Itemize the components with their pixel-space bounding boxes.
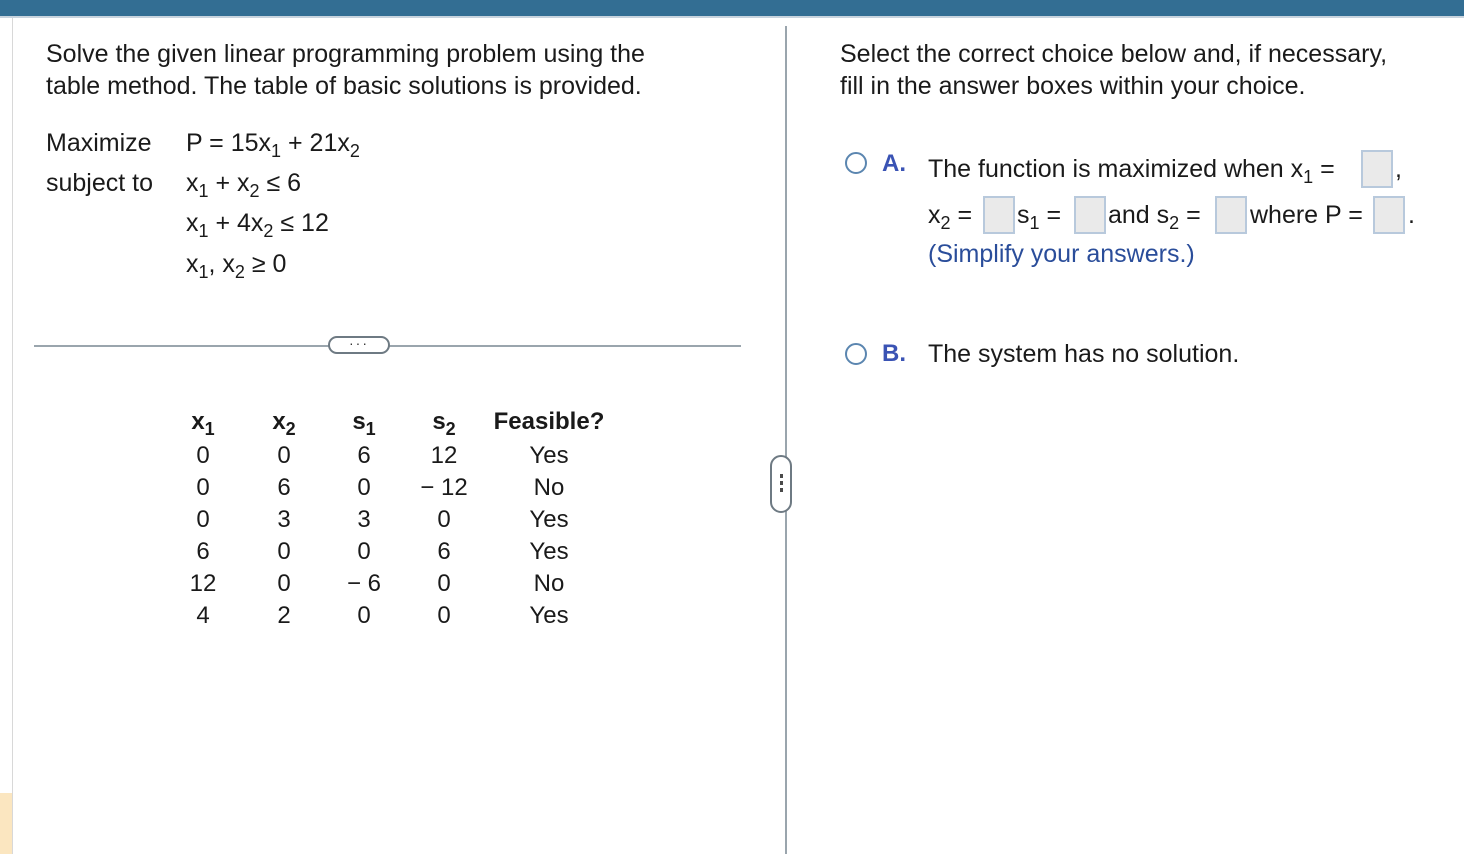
p-answer-box[interactable] — [1373, 196, 1405, 234]
table-cell: 6 — [277, 474, 291, 501]
pane-divider[interactable] — [785, 26, 787, 854]
table-cell: 0 — [196, 506, 210, 533]
table-header-x2: $x_2$ — [272, 408, 296, 439]
table-cell: 6 — [357, 442, 371, 469]
table-header-x1: $x_1$ — [191, 408, 215, 439]
table-cell: 0 — [277, 442, 291, 469]
choice-a-radio[interactable] — [845, 152, 867, 174]
table-cell: 12 — [189, 570, 217, 597]
s2-answer-box[interactable] — [1215, 196, 1247, 234]
x2-answer-box[interactable] — [983, 196, 1015, 234]
period-separator: . — [1408, 201, 1415, 229]
objective-function: $P = 15x_1 + 21x_2$ — [186, 129, 360, 161]
constraint-1: $x_1 + x_2 \le 6$ — [186, 169, 302, 201]
choice-a-letter: A. — [882, 150, 906, 177]
table-cell: 0 — [357, 602, 371, 629]
table-column-feasible — [484, 404, 614, 632]
where-p-label: where P = — [1250, 201, 1363, 229]
top-bar — [0, 0, 1464, 16]
and-s2-label: and $s_2$ = — [1108, 201, 1201, 233]
left-side-tab[interactable] — [0, 793, 12, 854]
top-bar-border — [0, 16, 1464, 18]
table-cell: − 12 — [420, 474, 468, 501]
table-cell: 0 — [277, 538, 291, 565]
constraint-2: $x_1 + 4x_2 \le 12$ — [186, 209, 329, 241]
s1-label: $s_1$ = — [1017, 201, 1062, 233]
table-header-feasible: Feasible? — [493, 408, 605, 435]
table-cell: Yes — [529, 442, 569, 469]
table-cell: 0 — [437, 602, 451, 629]
x2-label: $x_2$ = — [928, 201, 973, 233]
table-cell: No — [533, 570, 565, 597]
table-cell: 3 — [277, 506, 291, 533]
table-cell: 3 — [357, 506, 371, 533]
table-cell: Yes — [529, 538, 569, 565]
table-cell: 0 — [196, 442, 210, 469]
answer-instructions-line-1: Select the correct choice below and, if necessary, — [840, 40, 1388, 68]
choice-b-letter: B. — [882, 340, 906, 367]
table-cell: No — [533, 474, 565, 501]
constraint-nonnegativity: $x_1$, $x_2 \ge 0$ — [186, 250, 287, 282]
table-column-s2 — [409, 404, 479, 632]
choice-b-text: The system has no solution. — [928, 340, 1240, 368]
table-cell: 4 — [196, 602, 210, 629]
instructions-line-2: table method. The table of basic solutions is provided. — [46, 72, 642, 100]
table-header-s1: $s_1$ — [352, 408, 376, 439]
s1-answer-box[interactable] — [1074, 196, 1106, 234]
table-header-s2: $s_2$ — [432, 408, 456, 439]
table-cell: − 6 — [346, 570, 382, 597]
pane-resize-handle[interactable] — [770, 455, 792, 513]
expand-handle[interactable]: ··· — [328, 336, 390, 354]
choice-b-radio[interactable] — [845, 343, 867, 365]
subject-to-label: subject to — [46, 169, 154, 197]
table-cell: 0 — [277, 570, 291, 597]
instructions-line-1: Solve the given linear programming problem using the — [46, 40, 645, 68]
left-edge-line — [12, 18, 13, 854]
table-cell: Yes — [529, 506, 569, 533]
table-cell: 6 — [196, 538, 210, 565]
choice-a-text: The function is maximized when $x_1$ = — [928, 155, 1335, 187]
table-cell: 0 — [196, 474, 210, 501]
table-cell: 6 — [437, 538, 451, 565]
table-column-x2 — [254, 404, 314, 632]
table-cell: 0 — [437, 570, 451, 597]
answer-instructions-line-2: fill in the answer boxes within your choice. — [840, 72, 1306, 100]
table-column-x1 — [173, 404, 233, 632]
table-cell: 12 — [430, 442, 458, 469]
x1-answer-box[interactable] — [1361, 150, 1393, 188]
table-cell: Yes — [529, 602, 569, 629]
table-cell: 0 — [357, 474, 371, 501]
table-cell: 0 — [357, 538, 371, 565]
table-column-s1 — [332, 404, 396, 632]
comma-separator: , — [1395, 155, 1402, 183]
simplify-note: (Simplify your answers.) — [928, 240, 1195, 268]
table-cell: 2 — [277, 602, 291, 629]
table-cell: 0 — [437, 506, 451, 533]
maximize-label: Maximize — [46, 129, 152, 157]
